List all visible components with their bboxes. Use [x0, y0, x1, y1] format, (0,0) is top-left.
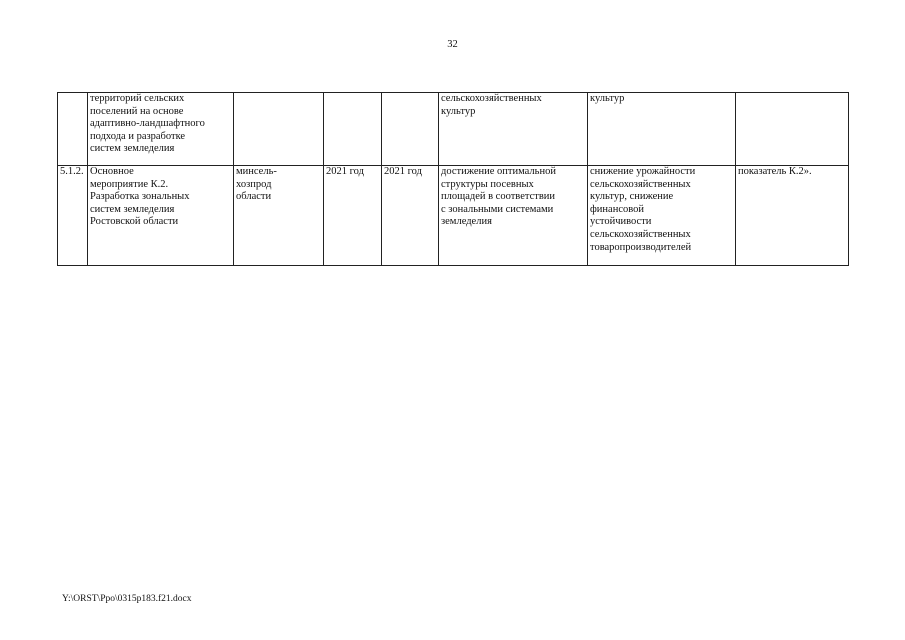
cell-start-year: 2021 год: [324, 166, 382, 266]
table-row-5-1-2: [58, 166, 849, 266]
cell-number: [58, 93, 88, 166]
page-number: 32: [447, 39, 458, 50]
cell-expected-result: достижение оптимальной структуры посевных площадей в соответствии с зональными системами земледелия: [439, 166, 588, 266]
cell-indicator: [736, 93, 849, 166]
cell-executor: минсель- хозпрод области: [234, 166, 324, 266]
cell-measure-name: территорий сельских поселений на основе адаптивно-ландшафтного подхода и разработке систем земледелия: [88, 93, 234, 166]
cell-consequences: культур: [588, 93, 736, 166]
cell-measure-name: Основное мероприятие К.2. Разработка зональных систем земледелия Ростовской области: [88, 166, 234, 266]
cell-indicator: показатель К.2».: [736, 166, 849, 266]
cell-number: 5.1.2.: [58, 166, 88, 266]
cell-executor: [234, 93, 324, 166]
cell-start-year: [324, 93, 382, 166]
cell-consequences: снижение урожайности сельскохозяйственных культур, снижение финансовой устойчивости сельскохозяйственных товаропроизводителей: [588, 166, 736, 266]
cell-end-year: [382, 93, 439, 166]
table-row-continuation: [58, 93, 849, 166]
cell-end-year: 2021 год: [382, 166, 439, 266]
cell-expected-result: сельскохозяйственных культур: [439, 93, 588, 166]
footer-file-path: Y:\ORST\Ppo\0315p183.f21.docx: [62, 594, 192, 604]
measures-table: [57, 92, 849, 266]
